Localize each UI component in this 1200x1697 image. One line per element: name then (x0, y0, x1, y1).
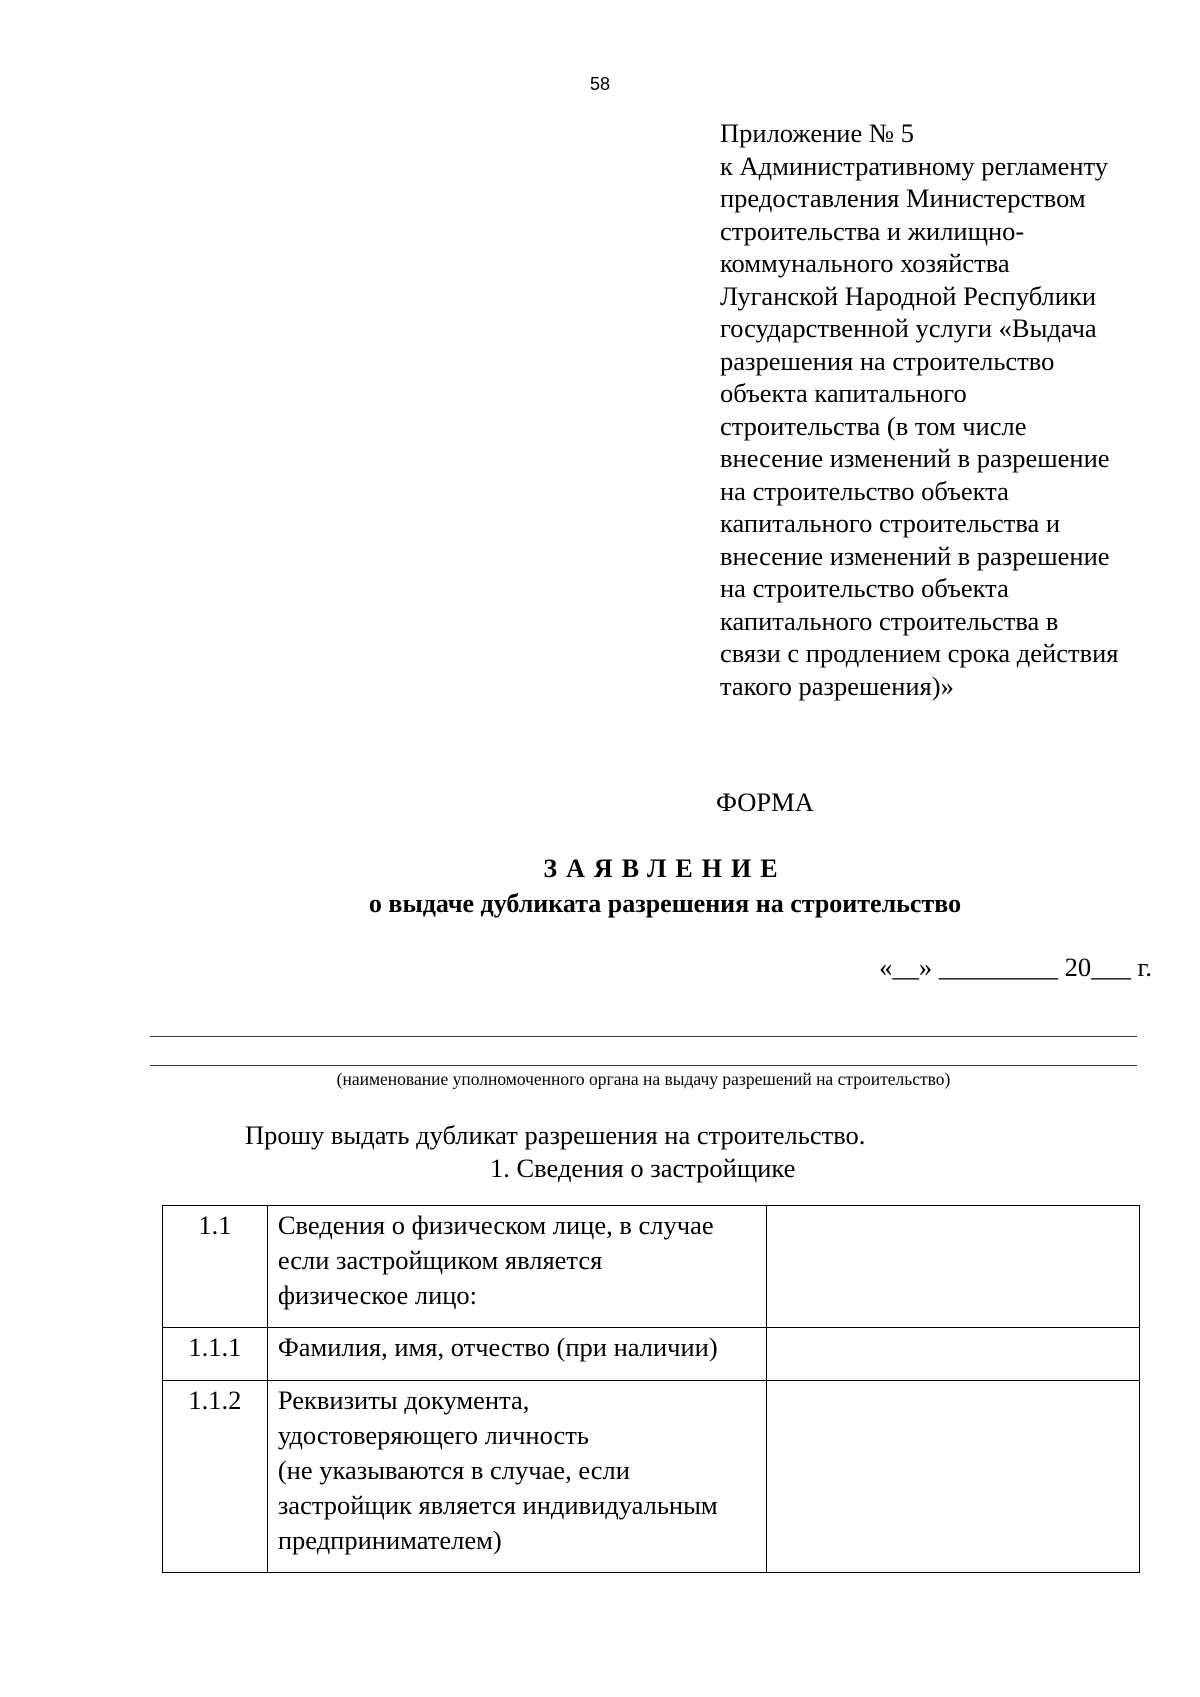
appendix-header (720, 117, 1180, 702)
row-description-line: Сведения о физическом лице, в случае (277, 1210, 714, 1240)
row-number: 1.1 (163, 1206, 268, 1328)
row-description-line: физическое лицо: (277, 1280, 478, 1310)
row-description-line: удостоверяющего личность (277, 1420, 589, 1450)
table-row (163, 1328, 1140, 1381)
row-description (267, 1381, 766, 1573)
table-row (163, 1206, 1140, 1328)
appendix-line: капитального строительства и (720, 508, 1061, 538)
appendix-line: строительства (в том числе (720, 410, 1027, 441)
appendix-line: предоставления Министерством (720, 183, 1086, 213)
table-row (163, 1381, 1140, 1573)
appendix-line: строительства и жилищно- (720, 215, 1025, 246)
row-description-line: Реквизиты документа, (277, 1385, 530, 1415)
row-number: 1.1.2 (163, 1381, 268, 1573)
row-value-cell[interactable] (766, 1206, 1139, 1328)
appendix-line: внесение изменений в разрешение (720, 443, 1110, 473)
row-description-line: застройщик является индивидуальным (277, 1490, 718, 1520)
document-subtitle: о выдаче дубликата разрешения на строительство (368, 889, 962, 918)
row-value-cell[interactable] (766, 1328, 1139, 1381)
section-heading: 1. Сведения о застройщике (490, 1153, 796, 1183)
appendix-line: коммунального хозяйства (720, 248, 1010, 278)
appendix-line: связи с продлением срока действия (720, 638, 1119, 668)
row-description-line: предпринимателем) (277, 1525, 502, 1555)
row-description-line: Фамилия, имя, отчество (при наличии) (277, 1332, 718, 1362)
developer-info-table (162, 1205, 1140, 1573)
appendix-line: на строительство объекта (720, 475, 1009, 506)
document-title: ЗАЯВЛЕНИЕ (543, 854, 787, 883)
date-field[interactable]: «__» _________ 20___ г. (879, 952, 1152, 982)
appendix-line: разрешения на строительство (720, 345, 1055, 376)
appendix-line: к Административному регламенту (720, 150, 1108, 181)
appendix-line: объекта капитального (720, 378, 967, 408)
row-value-cell[interactable] (766, 1381, 1139, 1573)
row-description (267, 1206, 766, 1328)
page-number: 58 (589, 74, 611, 94)
row-description-line: если застройщиком является (277, 1245, 603, 1275)
authority-name-line[interactable] (150, 1036, 1137, 1037)
form-label: ФОРМА (716, 787, 814, 817)
request-text: Прошу выдать дубликат разрешения на строительство. (245, 1120, 866, 1150)
appendix-line: на строительство объекта (720, 573, 1009, 603)
appendix-line: государственной услуги «Выдача (720, 313, 1097, 343)
appendix-line: внесение изменений в разрешение (720, 540, 1110, 571)
authority-caption: (наименование уполномоченного органа на выдачу разрешений на строительство) (336, 1069, 951, 1089)
row-number: 1.1.1 (163, 1328, 268, 1381)
appendix-line: Приложение № 5 (720, 118, 915, 148)
appendix-line: Луганской Народной Республики (720, 280, 1097, 311)
authority-name-line[interactable] (150, 1065, 1137, 1066)
row-description (267, 1328, 766, 1381)
appendix-line: такого разрешения)» (720, 670, 954, 701)
appendix-line: капитального строительства в (720, 605, 1059, 636)
row-description-line: (не указываются в случае, если (277, 1455, 630, 1485)
